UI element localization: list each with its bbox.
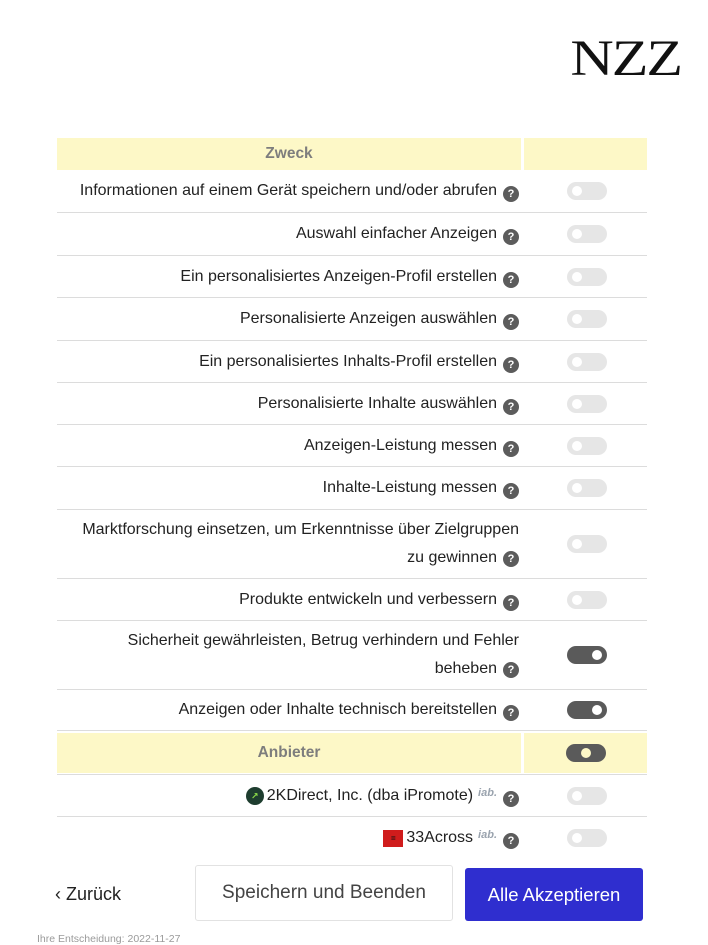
purpose-row [57, 425, 647, 467]
purpose-row [57, 341, 647, 383]
back-link[interactable]: ‹ Zurück [55, 884, 122, 904]
decision-date: Ihre Entscheidung: 2022-11-27 [37, 933, 181, 945]
purpose-toggle[interactable] [567, 182, 607, 200]
purpose-row [57, 383, 647, 425]
purpose-toggle[interactable] [567, 310, 607, 328]
purpose-toggle[interactable] [567, 535, 607, 553]
help-icon[interactable]: ? [503, 314, 519, 330]
purpose-label: Anzeigen-Leistung messen [303, 436, 497, 454]
vendor-name: 2KDirect, Inc. (dba iPromote) [266, 786, 474, 804]
help-icon[interactable]: ? [503, 833, 519, 849]
purpose-label: Informationen auf einem Gerät speichern und/oder abrufen [79, 182, 497, 199]
purpose-label: Ein personalisiertes Inhalts-Profil erstellen [199, 352, 497, 370]
33across-logo-icon: = [383, 830, 403, 847]
purpose-toggle[interactable] [567, 437, 607, 455]
vendor-row [57, 775, 647, 817]
vendor-toggle[interactable] [567, 829, 607, 847]
vendor-name: 33Across [406, 829, 474, 846]
purpose-header-row [57, 138, 647, 170]
purpose-row [57, 690, 647, 731]
purpose-label: Personalisierte Inhalte auswählen [257, 394, 497, 412]
help-icon[interactable]: ? [503, 441, 519, 457]
help-icon[interactable]: ? [503, 551, 519, 567]
purpose-label: Anzeigen oder Inhalte technisch bereitstellen [178, 701, 497, 718]
help-icon[interactable]: ? [503, 662, 519, 678]
iab-icon: iab. [478, 786, 497, 799]
footer-bar [0, 862, 708, 945]
vendor-all-toggle[interactable] [566, 744, 606, 762]
help-icon[interactable]: ? [503, 483, 519, 499]
purpose-header: Zweck [57, 138, 524, 170]
nzz-logo: NZZ [570, 30, 681, 87]
vendor-header: Anbieter [57, 733, 524, 773]
help-icon[interactable]: ? [503, 705, 519, 721]
vendor-toggle[interactable] [567, 787, 607, 805]
purpose-label: Produkte entwickeln und verbessern [239, 590, 497, 608]
consent-table [57, 138, 647, 859]
iab-icon: iab. [478, 829, 497, 841]
purpose-toggle[interactable] [567, 701, 607, 719]
purpose-toggle[interactable] [567, 591, 607, 609]
purpose-label: Ein personalisiertes Anzeigen-Profil erstellen [180, 267, 497, 285]
purpose-row [57, 467, 647, 510]
help-icon[interactable]: ? [503, 357, 519, 373]
purpose-row [57, 579, 647, 621]
purpose-row [57, 256, 647, 298]
help-icon[interactable]: ? [503, 229, 519, 245]
purpose-toggle[interactable] [567, 353, 607, 371]
purpose-row [57, 298, 647, 341]
purpose-row [57, 621, 647, 690]
purpose-toggle[interactable] [567, 479, 607, 497]
purpose-toggle[interactable] [567, 268, 607, 286]
help-icon[interactable]: ? [503, 595, 519, 611]
purpose-label: Sicherheit gewährleisten, Betrug verhindern und Fehler beheben ? [127, 632, 519, 677]
purpose-label: Marktforschung einsetzen, um Erkenntnisse über Zielgruppen zu gewinnen ? [82, 521, 519, 566]
purpose-row [57, 213, 647, 256]
purpose-label: Auswahl einfacher Anzeigen [295, 225, 497, 242]
help-icon[interactable]: ? [503, 791, 519, 807]
ipromote-logo-icon: ↗ [246, 787, 264, 805]
accept-all-button[interactable]: Alle Akzeptieren [465, 868, 643, 921]
help-icon[interactable]: ? [503, 186, 519, 202]
purpose-label: Personalisierte Anzeigen auswählen [239, 310, 497, 327]
purpose-row [57, 170, 647, 213]
purpose-toggle[interactable] [567, 225, 607, 243]
vendor-row [57, 817, 647, 859]
purpose-toggle[interactable] [567, 646, 607, 664]
save-and-exit-button[interactable]: Speichern und Beenden [195, 865, 453, 921]
help-icon[interactable]: ? [503, 399, 519, 415]
vendor-header-row [57, 733, 647, 773]
purpose-row [57, 510, 647, 579]
help-icon[interactable]: ? [503, 272, 519, 288]
purpose-toggle[interactable] [567, 395, 607, 413]
purpose-label: Inhalte-Leistung messen [322, 479, 497, 496]
